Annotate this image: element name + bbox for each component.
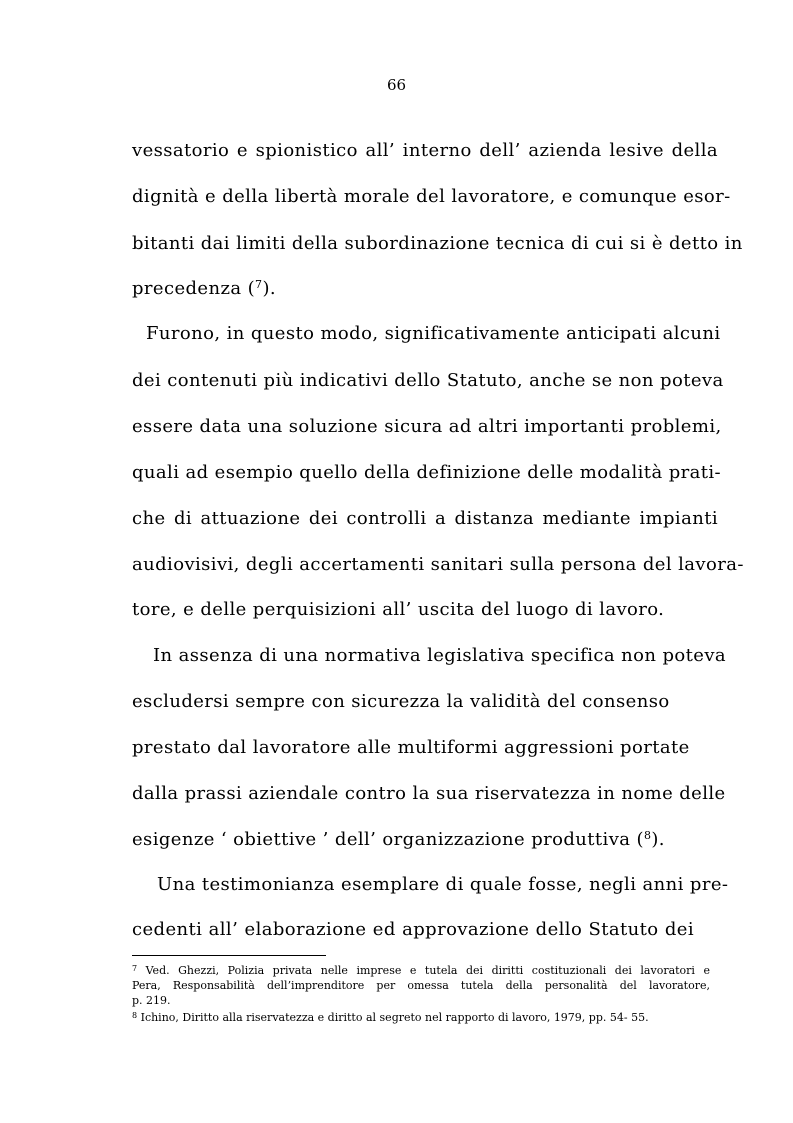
text-line: bitanti dai limiti della subordinazione tecnica di cui si è detto in: [132, 233, 743, 254]
footnote-text: Ichino, Diritto alla riservatezza e diritto al segreto nel rapporto di lavoro, 1979, pp. 54- 55.: [140, 1011, 649, 1024]
text-line: che di attuazione dei controlli a distanza mediante impianti: [132, 508, 718, 529]
text-line: Una testimonianza esemplare di quale fosse, negli anni pre-: [157, 874, 729, 895]
footnote-divider: [132, 955, 326, 956]
footnote-line: [132, 964, 710, 978]
text-line: [132, 828, 718, 852]
footnote-marker: 7: [132, 964, 138, 973]
footnote-marker: 8: [132, 1011, 138, 1020]
text-segment: esigenze ‘ obiettive ’ dell’ organizzazione produttiva (: [132, 829, 644, 850]
text-line: dalla prassi aziendale contro la sua riservatezza in nome delle: [132, 783, 726, 804]
text-line: vessatorio e spionistico all’ interno dell’ azienda lesive della: [132, 140, 718, 161]
footnote-line: [132, 1011, 710, 1025]
text-line: quali ad esempio quello della definizione delle modalità prati-: [132, 462, 722, 483]
text-segment: precedenza (: [132, 278, 256, 299]
text-line: Furono, in questo modo, significativamente anticipati alcuni: [146, 323, 721, 344]
footnote-line: p. 219.: [132, 994, 171, 1007]
footnote-reference: 7: [255, 278, 263, 291]
text-segment: ).: [651, 829, 665, 850]
text-line: audiovisivi, degli accertamenti sanitari sulla persona del lavora-: [132, 554, 744, 575]
footnote-reference: 8: [643, 829, 652, 842]
text-line: In assenza di una normativa legislativa specifica non poteva: [153, 645, 727, 666]
text-line: cedenti all’ elaborazione ed approvazione dello Statuto dei: [132, 919, 694, 940]
text-line: dei contenuti più indicativi dello Statuto, anche se non poteva: [132, 370, 724, 391]
text-line: tore, e delle perquisizioni all’ uscita del luogo di lavoro.: [132, 599, 665, 620]
text-line: prestato dal lavoratore alle multiformi aggressioni portate: [132, 737, 690, 758]
text-segment: ).: [262, 278, 276, 299]
footnote-line: Pera, Responsabilità dell’imprenditore per omessa tutela della personalità del lavoratore,: [132, 979, 710, 992]
text-line: essere data una soluzione sicura ad altri importanti problemi,: [132, 416, 722, 437]
footnote-text: Ved. Ghezzi, Polizia privata nelle imprese e tutela dei diritti costituzionali dei lavoratori e: [145, 964, 710, 977]
text-line: dignità e della libertà morale del lavoratore, e comunque esor-: [132, 186, 731, 207]
text-line: [132, 277, 718, 301]
page-number: 66: [386, 76, 407, 94]
text-line: escludersi sempre con sicurezza la validità del consenso: [132, 691, 670, 712]
